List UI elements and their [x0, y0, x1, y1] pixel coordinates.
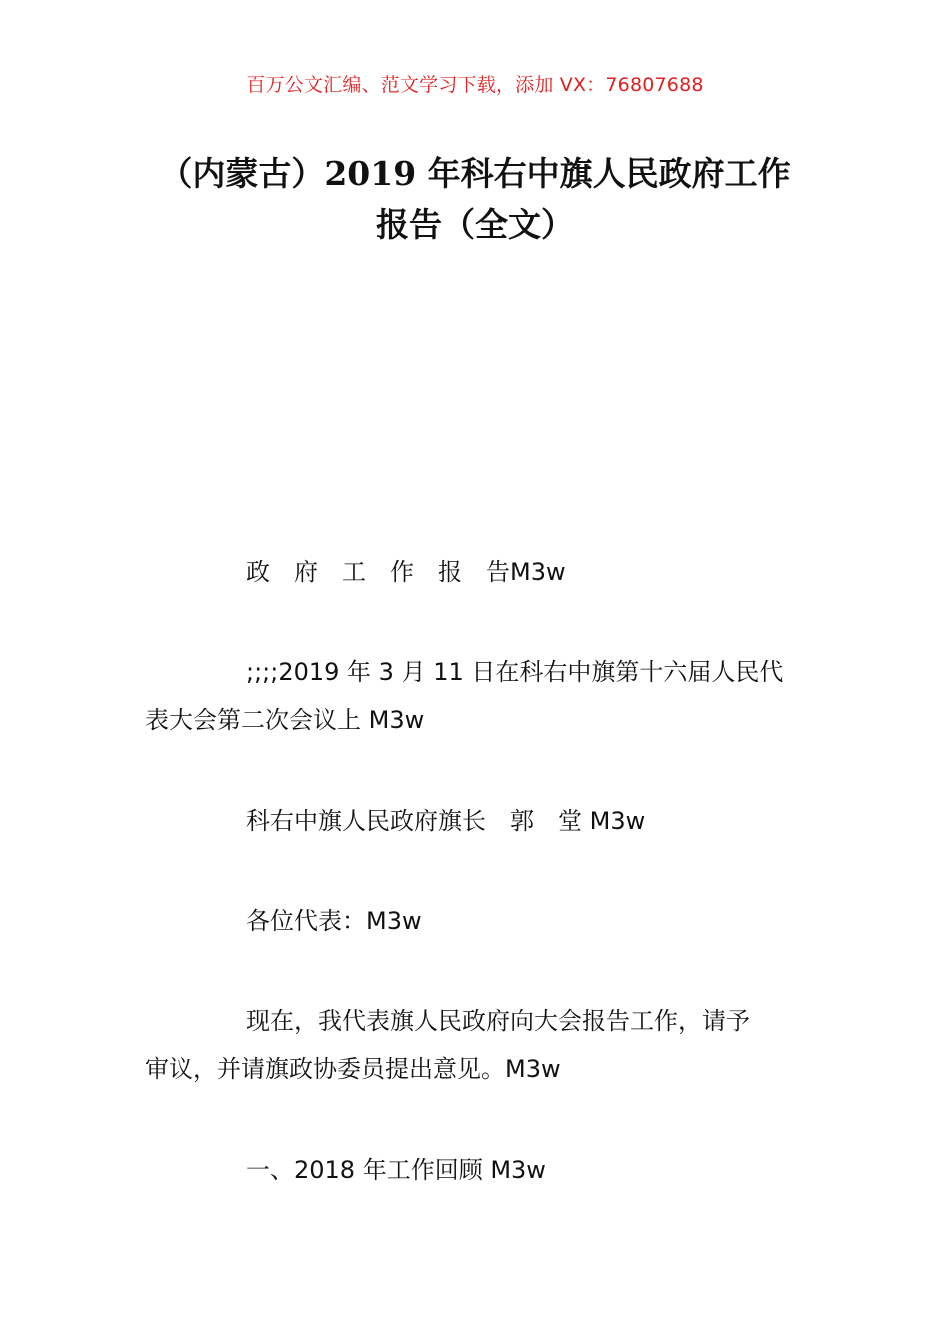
title-line-2: 报告（全文） [376, 205, 574, 244]
document-title [140, 148, 810, 250]
section-heading-1-text: 一、2018 年工作回顾 M3w [246, 1156, 546, 1184]
intro-paragraph [145, 997, 810, 1093]
speaker-line: 科右中旗人民政府旗长 郭 堂 M3w [246, 807, 646, 835]
date-line-2: 表大会第二次会议上 M3w [145, 706, 425, 734]
intro-line-2: 审议，并请旗政协委员提出意见。M3w [145, 1055, 561, 1083]
salutation-paragraph [145, 897, 810, 945]
section-heading-1 [145, 1146, 810, 1194]
report-heading-text: 政 府 工 作 报 告M3w [246, 558, 566, 586]
title-line-1: （内蒙古）2019 年科右中旗人民政府工作 [159, 154, 791, 193]
date-line-1: ;;;;2019 年 3 月 11 日在科右中旗第十六届人民代 [246, 658, 784, 686]
intro-line-1: 现在，我代表旗人民政府向大会报告工作，请予 [246, 1007, 750, 1035]
header-note: 百万公文汇编、范文学习下载，添加 VX：76807688 [246, 74, 704, 96]
date-paragraph [145, 648, 810, 744]
salutation-line: 各位代表：M3w [246, 907, 422, 935]
report-heading [145, 548, 810, 596]
speaker-paragraph [145, 797, 810, 845]
